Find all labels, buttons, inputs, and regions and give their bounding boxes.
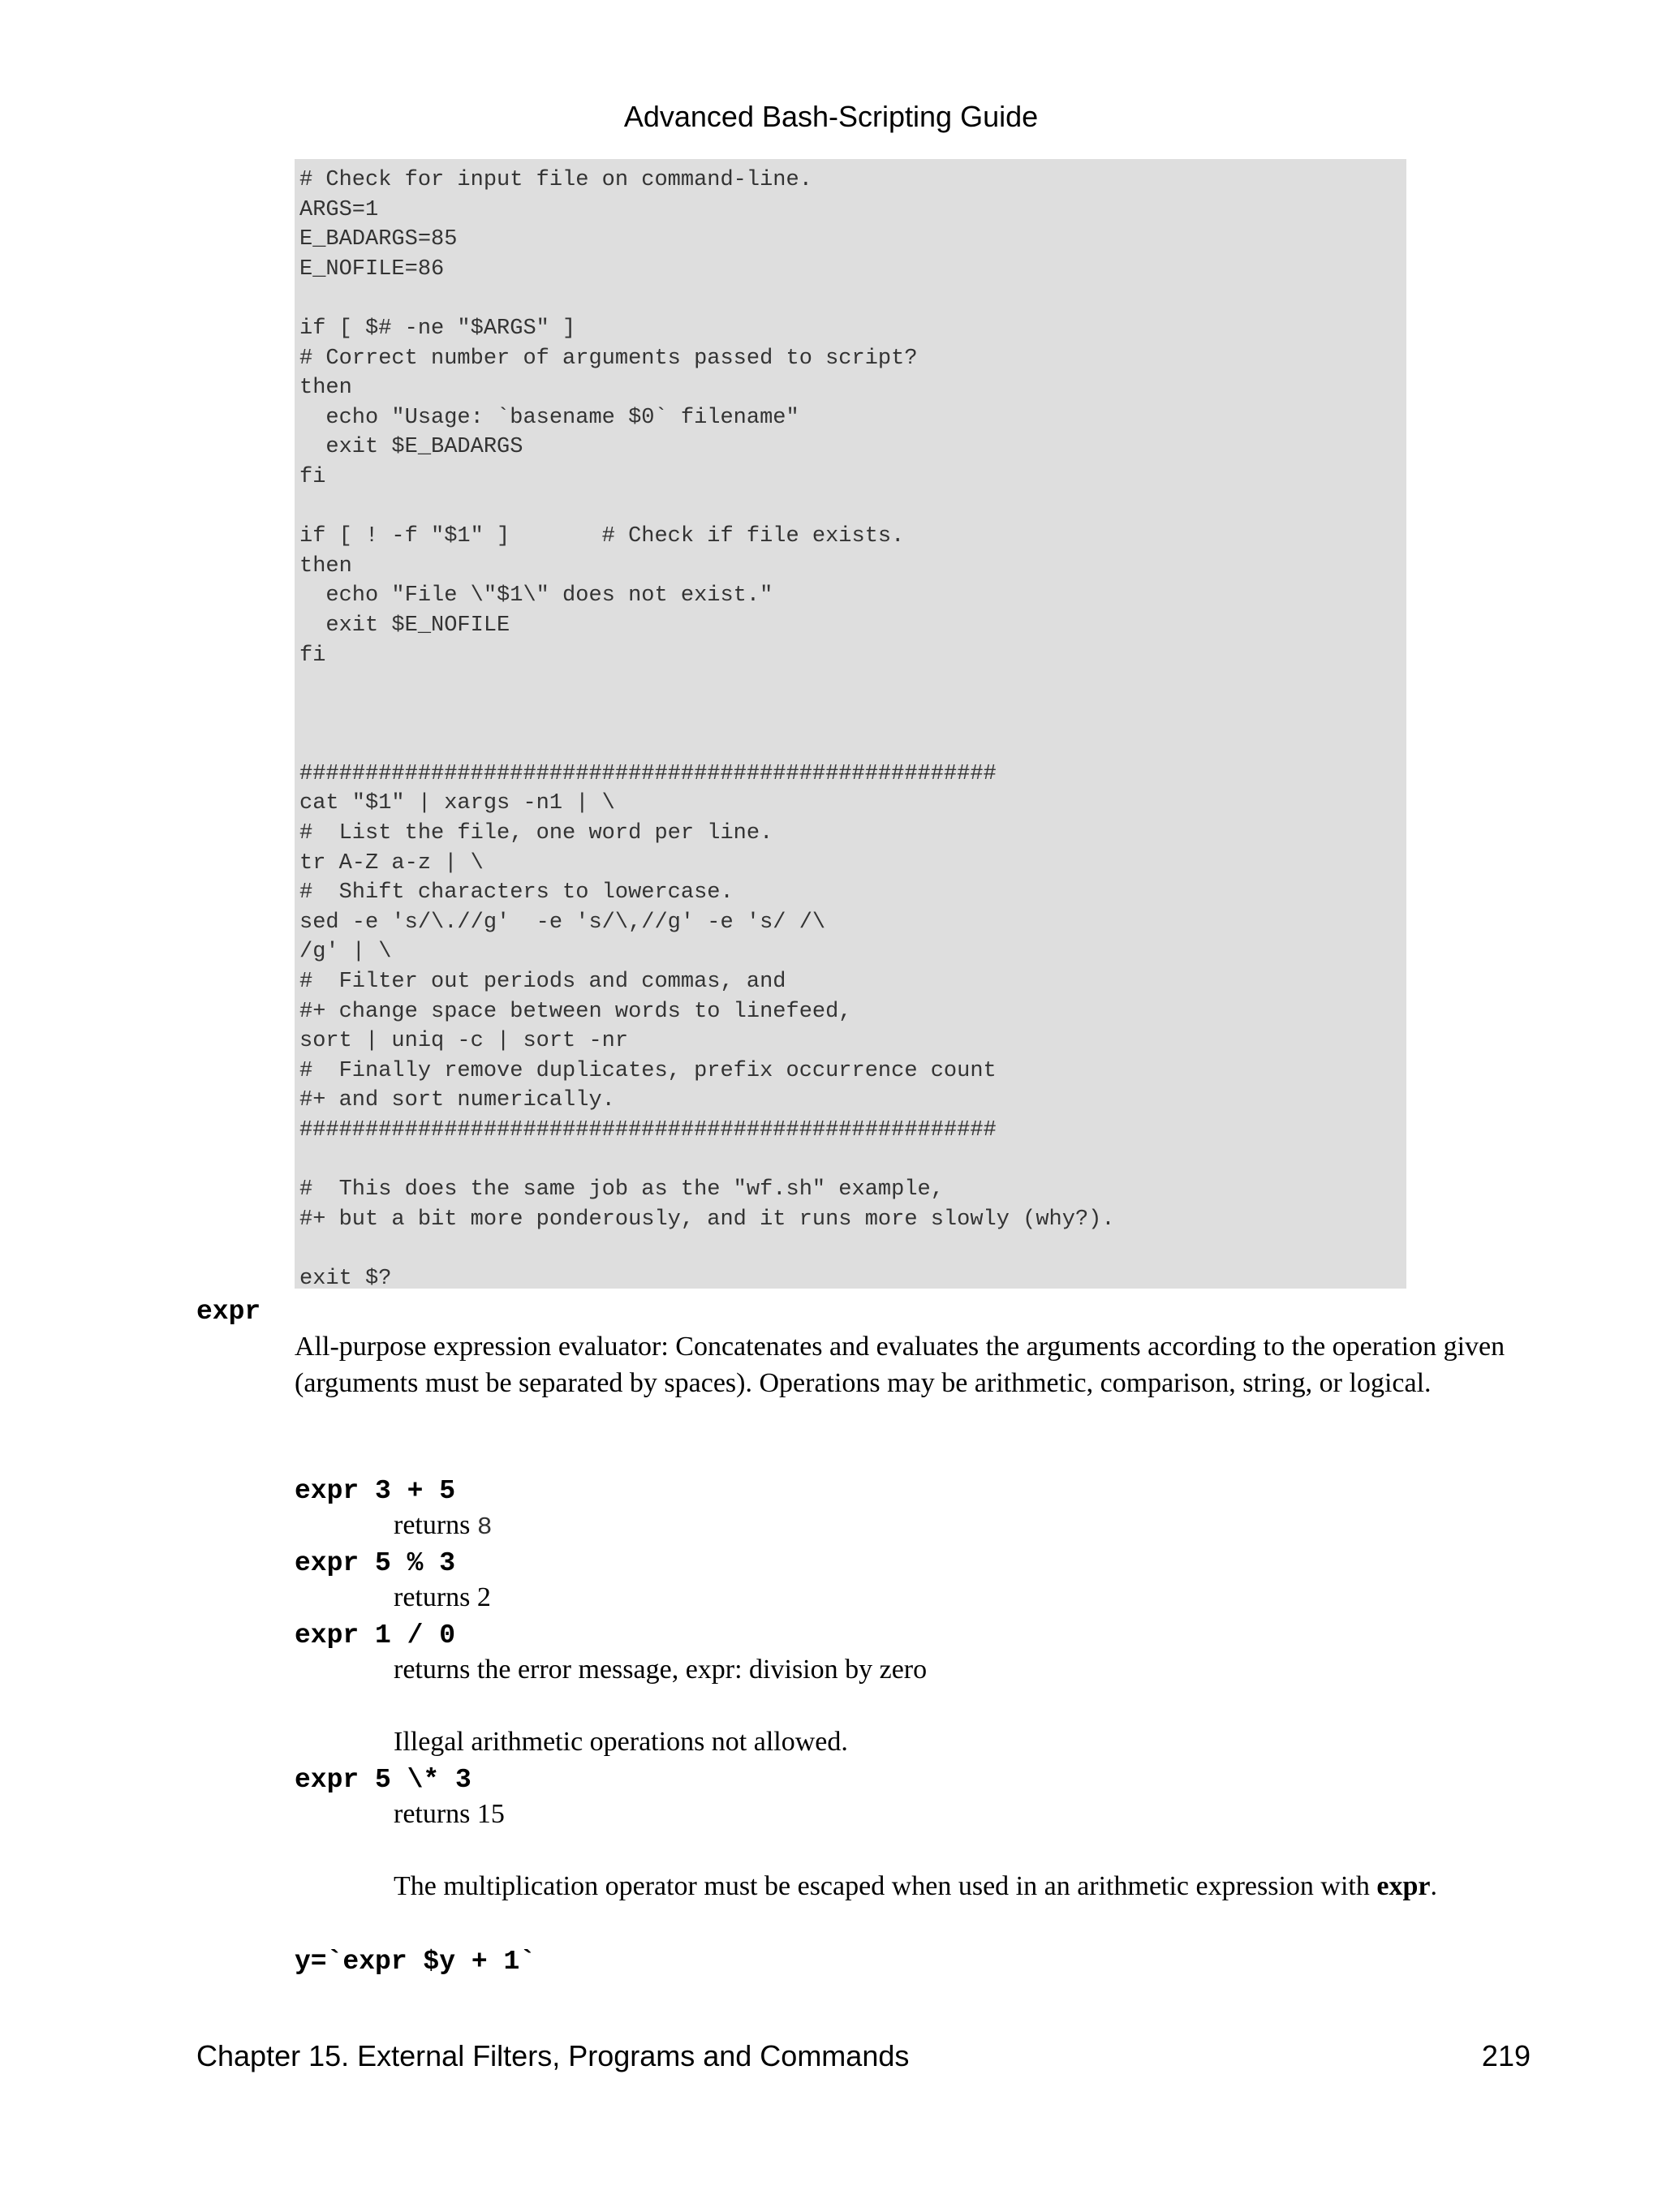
example-command: y=`expr $y + 1` bbox=[295, 1947, 536, 1977]
running-header: Advanced Bash-Scripting Guide bbox=[623, 100, 1039, 133]
example-command: expr 5 \* 3 bbox=[295, 1765, 471, 1795]
example-result bbox=[394, 1508, 1530, 1547]
code-listing: # Check for input file on command-line. ARGS=1 E_BADARGS=85 E_NOFILE=86 if [ $# -ne "$ARGS" ] # Correct number of arguments passed to script? then echo "Usage: `basename $0` filename" exit $E_BADARGS fi if [ ! -f "$1" ] # Check if file exists. then echo "File \"$1\" does not exist." exit $E_NOFILE fi ##################################################### cat "$1" | xargs -n1 | \ # List the file, one word per line. tr A-Z a-z | \ # Shift characters to lowercase. sed -e 's/\.//g' -e 's/\,//g' -e 's/ /\ /g' | \ # Filter out periods and commas, and #+ change space between words to linefeed, sort | uniq -c | sort -nr # Finally remove duplicates, prefix occurrence count #+ and sort numerically. ##################################################### # This does the same job as the "wf.sh" example, #+ but a bit more ponderously, and it runs more slowly (why?). exit $? bbox=[295, 159, 1406, 1289]
example-result: returns 2 bbox=[394, 1582, 491, 1612]
note-text: The multiplication operator must be escaped when used in an arithmetic expression with bbox=[394, 1871, 1370, 1901]
returns-prefix: returns bbox=[394, 1510, 477, 1540]
note-punctuation: . bbox=[1430, 1871, 1437, 1901]
example-command: expr 1 / 0 bbox=[295, 1620, 456, 1650]
example-command: expr 3 + 5 bbox=[295, 1476, 456, 1506]
footer-chapter-title: Chapter 15. External Filters, Programs and Commands bbox=[196, 2039, 910, 2072]
note-command: expr bbox=[1376, 1871, 1431, 1901]
definition-term: expr bbox=[196, 1297, 261, 1327]
example-note bbox=[394, 1869, 1530, 1905]
definition-description: All-purpose expression evaluator: Concatenates and evaluates the arguments according to the operation given (arguments must be separated by spaces). Operations may be arithmetic, comparison, string, or logical. bbox=[295, 1332, 1505, 1398]
returns-value: 8 bbox=[476, 1513, 493, 1542]
example-note: Illegal arithmetic operations not allowed. bbox=[394, 1727, 848, 1757]
example-command: expr 5 % 3 bbox=[295, 1548, 456, 1578]
example-result: returns 15 bbox=[394, 1799, 505, 1829]
example-result: returns the error message, expr: division by zero bbox=[394, 1655, 928, 1685]
footer-page-number: 219 bbox=[1481, 2039, 1531, 2072]
